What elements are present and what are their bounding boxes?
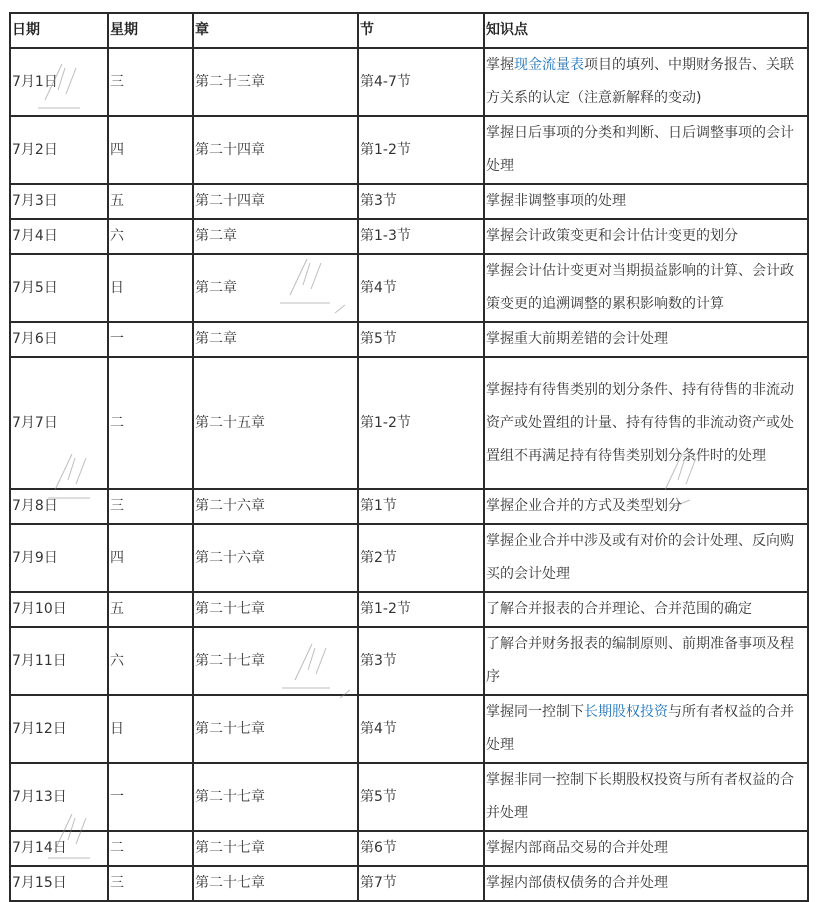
date-cell: 7月2日: [10, 116, 108, 184]
table-row: [10, 48, 808, 116]
section-cell: 第6节: [358, 831, 484, 866]
section-cell: 第7节: [358, 866, 484, 901]
chapter-cell: 第二十七章: [193, 695, 358, 763]
table-row: [10, 763, 808, 831]
date-cell: 7月7日: [10, 357, 108, 489]
table-row: [10, 831, 808, 866]
knowledge-text: 了解合并报表的合并理论、合并范围的确定: [486, 601, 752, 617]
date-cell: 7月3日: [10, 184, 108, 219]
knowledge-text: 掌握非同一控制下长期股权投资与所有者权益的合并处理: [486, 772, 794, 821]
date-cell: 7月6日: [10, 322, 108, 357]
knowledge-text: 掌握内部商品交易的合并处理: [486, 840, 668, 856]
table-row: [10, 592, 808, 627]
weekday-cell: 六: [108, 219, 193, 254]
knowledge-text: 掌握日后事项的分类和判断、日后调整事项的会计处理: [486, 125, 794, 174]
weekday-cell: 四: [108, 524, 193, 592]
section-cell: 第4节: [358, 254, 484, 322]
header-row: [10, 13, 808, 48]
table-row: [10, 489, 808, 524]
knowledge-cell: [484, 524, 808, 592]
knowledge-cell: [484, 627, 808, 695]
knowledge-text: 掌握内部债权债务的合并处理: [486, 875, 668, 891]
knowledge-cell: [484, 695, 808, 763]
knowledge-cell: [484, 184, 808, 219]
weekday-cell: 日: [108, 695, 193, 763]
weekday-cell: 六: [108, 627, 193, 695]
section-cell: 第5节: [358, 322, 484, 357]
knowledge-link[interactable]: 现金流量表: [514, 57, 584, 73]
knowledge-cell: [484, 592, 808, 627]
date-cell: 7月1日: [10, 48, 108, 116]
header-knowledge: 知识点: [484, 13, 808, 48]
knowledge-text: 掌握持有待售类别的划分条件、持有待售的非流动资产或处置组的计量、持有待售的非流动资产或处置组不再满足持有待售类别划分条件时的处理: [486, 381, 794, 464]
section-cell: 第1-3节: [358, 219, 484, 254]
knowledge-text: 掌握非调整事项的处理: [486, 193, 626, 209]
knowledge-cell: [484, 254, 808, 322]
weekday-cell: 三: [108, 48, 193, 116]
weekday-cell: 四: [108, 116, 193, 184]
header-weekday: 星期: [108, 13, 193, 48]
section-cell: 第1-2节: [358, 357, 484, 489]
weekday-cell: 三: [108, 866, 193, 901]
chapter-cell: 第二十五章: [193, 357, 358, 489]
chapter-cell: 第二十七章: [193, 763, 358, 831]
date-cell: 7月14日: [10, 831, 108, 866]
table-row: [10, 116, 808, 184]
knowledge-cell: [484, 48, 808, 116]
section-cell: 第5节: [358, 763, 484, 831]
chapter-cell: 第二十六章: [193, 489, 358, 524]
header-date: 日期: [10, 13, 108, 48]
knowledge-cell: [484, 489, 808, 524]
chapter-cell: 第二十三章: [193, 48, 358, 116]
knowledge-cell: [484, 116, 808, 184]
header-chapter: 章: [193, 13, 358, 48]
date-cell: 7月12日: [10, 695, 108, 763]
table-row: [10, 322, 808, 357]
chapter-cell: 第二十七章: [193, 592, 358, 627]
knowledge-text: 掌握同一控制下: [486, 704, 584, 720]
weekday-cell: 二: [108, 831, 193, 866]
chapter-cell: 第二十四章: [193, 184, 358, 219]
knowledge-cell: [484, 831, 808, 866]
study-schedule-table: [9, 12, 809, 902]
section-cell: 第1节: [358, 489, 484, 524]
section-cell: 第1-2节: [358, 116, 484, 184]
section-cell: 第2节: [358, 524, 484, 592]
knowledge-text: 掌握重大前期差错的会计处理: [486, 331, 668, 347]
chapter-cell: 第二章: [193, 322, 358, 357]
weekday-cell: 五: [108, 184, 193, 219]
date-cell: 7月4日: [10, 219, 108, 254]
knowledge-text: 掌握企业合并的方式及类型划分: [486, 498, 682, 514]
table-row: [10, 524, 808, 592]
weekday-cell: 五: [108, 592, 193, 627]
chapter-cell: 第二十六章: [193, 524, 358, 592]
section-cell: 第1-2节: [358, 592, 484, 627]
table-row: [10, 627, 808, 695]
knowledge-text: 掌握会计估计变更对当期损益影响的计算、会计政策变更的追溯调整的累积影响数的计算: [486, 263, 794, 312]
date-cell: 7月10日: [10, 592, 108, 627]
section-cell: 第3节: [358, 184, 484, 219]
chapter-cell: 第二十七章: [193, 627, 358, 695]
weekday-cell: 一: [108, 763, 193, 831]
knowledge-text: 掌握企业合并中涉及或有对价的会计处理、反向购买的会计处理: [486, 533, 794, 582]
date-cell: 7月11日: [10, 627, 108, 695]
date-cell: 7月5日: [10, 254, 108, 322]
date-cell: 7月9日: [10, 524, 108, 592]
knowledge-text-post: 项目的填列、中期财务报告、关联方关系的认定（注意新解释的变动): [486, 57, 794, 106]
date-cell: 7月8日: [10, 489, 108, 524]
knowledge-link[interactable]: 长期股权投资: [584, 704, 668, 720]
knowledge-cell: [484, 763, 808, 831]
knowledge-text: 掌握: [486, 57, 514, 73]
knowledge-cell: [484, 322, 808, 357]
table-row: [10, 695, 808, 763]
header-section: 节: [358, 13, 484, 48]
knowledge-text: 了解合并财务报表的编制原则、前期准备事项及程序: [486, 636, 794, 685]
chapter-cell: 第二章: [193, 219, 358, 254]
knowledge-cell: [484, 357, 808, 489]
section-cell: 第3节: [358, 627, 484, 695]
chapter-cell: 第二章: [193, 254, 358, 322]
knowledge-text: 掌握会计政策变更和会计估计变更的划分: [486, 228, 738, 244]
weekday-cell: 一: [108, 322, 193, 357]
date-cell: 7月15日: [10, 866, 108, 901]
table-row: [10, 357, 808, 489]
chapter-cell: 第二十七章: [193, 831, 358, 866]
table-row: [10, 184, 808, 219]
section-cell: 第4-7节: [358, 48, 484, 116]
knowledge-cell: [484, 219, 808, 254]
section-cell: 第4节: [358, 695, 484, 763]
weekday-cell: 三: [108, 489, 193, 524]
weekday-cell: 日: [108, 254, 193, 322]
chapter-cell: 第二十七章: [193, 866, 358, 901]
table-row: [10, 254, 808, 322]
table-row: [10, 219, 808, 254]
chapter-cell: 第二十四章: [193, 116, 358, 184]
date-cell: 7月13日: [10, 763, 108, 831]
knowledge-text-post: 与所有者权益的合并处理: [486, 704, 794, 753]
weekday-cell: 二: [108, 357, 193, 489]
